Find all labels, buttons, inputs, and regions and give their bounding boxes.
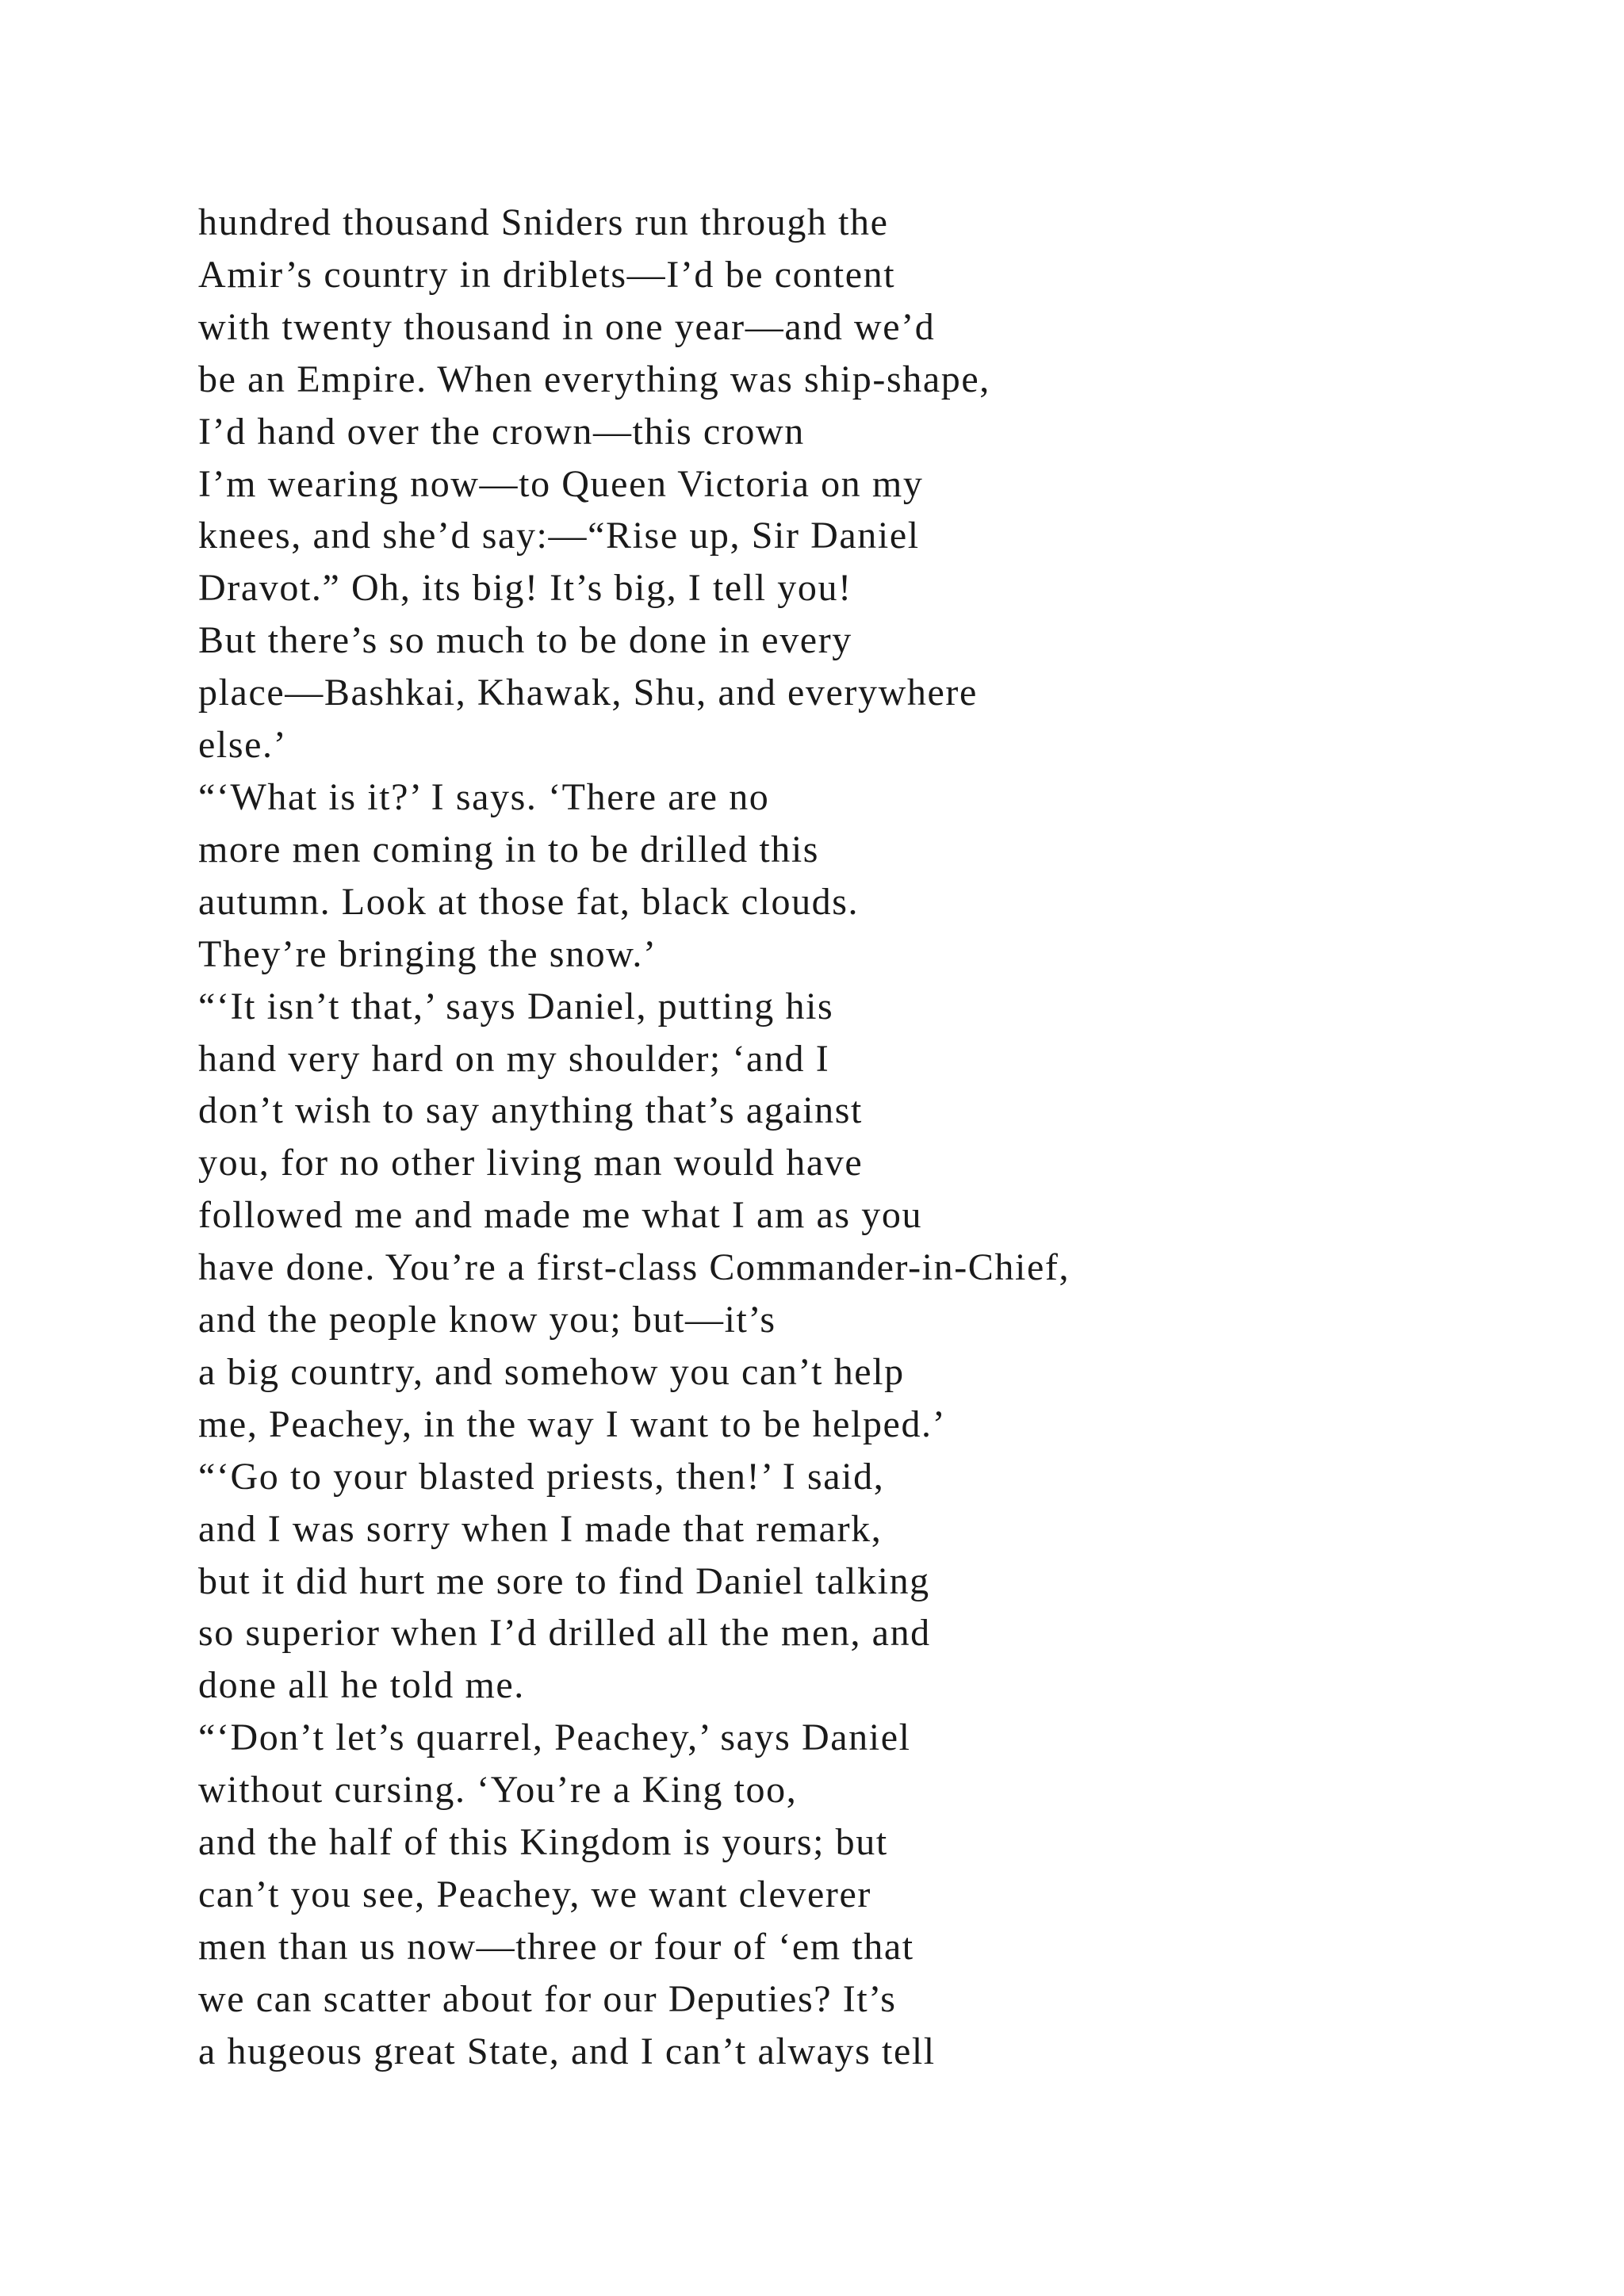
text-line: a hugeous great State, and I can’t always tell [198, 2030, 936, 2072]
text-line: we can scatter about for our Deputies? It’s [198, 1977, 897, 2020]
text-line: followed me and made me what I am as you [198, 1194, 923, 1237]
text-line: but it did hurt me sore to find Daniel talking [198, 1559, 930, 1602]
text-line: done all he told me. [198, 1664, 525, 1707]
text-line: “‘Don’t let’s quarrel, Peachey,’ says Daniel [198, 1716, 911, 1759]
text-line: place—Bashkai, Khawak, Shu, and everywhere [198, 672, 978, 714]
text-line: Amir’s country in driblets—I’d be content [198, 253, 896, 296]
text-line: without cursing. ‘You’re a King too, [198, 1769, 798, 1812]
text-line: more men coming in to be drilled this [198, 828, 820, 871]
text-line: “‘Go to your blasted priests, then!’ I said, [198, 1455, 885, 1498]
text-line: “‘What is it?’ I says. ‘There are no [198, 775, 770, 818]
text-line: I’m wearing now—to Queen Victoria on my [198, 462, 924, 505]
text-line: can’t you see, Peachey, we want cleverer [198, 1873, 871, 1915]
text-line: else.’ [198, 724, 288, 767]
text-line: have done. You’re a first-class Commander-in-Chief, [198, 1246, 1071, 1289]
text-line: don’t wish to say anything that’s against [198, 1089, 863, 1132]
text-line: and the people know you; but—it’s [198, 1299, 776, 1341]
body-text [198, 197, 1546, 2078]
text-line: and the half of this Kingdom is yours; but [198, 1821, 888, 1864]
text-line: Dravot.” Oh, its big! It’s big, I tell you! [198, 567, 852, 610]
text-line: and I was sorry when I made that remark, [198, 1507, 883, 1550]
text-line: with twenty thousand in one year—and we’d [198, 305, 936, 348]
text-line: But there’s so much to be done in every [198, 619, 852, 662]
text-line: you, for no other living man would have [198, 1142, 864, 1184]
text-line: a big country, and somehow you can’t help [198, 1350, 905, 1393]
text-line: “‘It isn’t that,’ says Daniel, putting his [198, 985, 834, 1027]
text-line: They’re bringing the snow.’ [198, 932, 657, 975]
text-line: hundred thousand Sniders run through the [198, 201, 889, 243]
text-line: autumn. Look at those fat, black clouds. [198, 880, 860, 923]
text-line: hand very hard on my shoulder; ‘and I [198, 1037, 830, 1080]
text-line: so superior when I’d drilled all the men, and [198, 1612, 931, 1655]
text-line: me, Peachey, in the way I want to be helped.’ [198, 1402, 947, 1445]
text-line: men than us now—three or four of ‘em that [198, 1925, 914, 1968]
text-line: be an Empire. When everything was ship-shape, [198, 358, 990, 400]
text-line: knees, and she’d say:—“Rise up, Sir Daniel [198, 515, 920, 557]
text-line: I’d hand over the crown—this crown [198, 410, 805, 453]
